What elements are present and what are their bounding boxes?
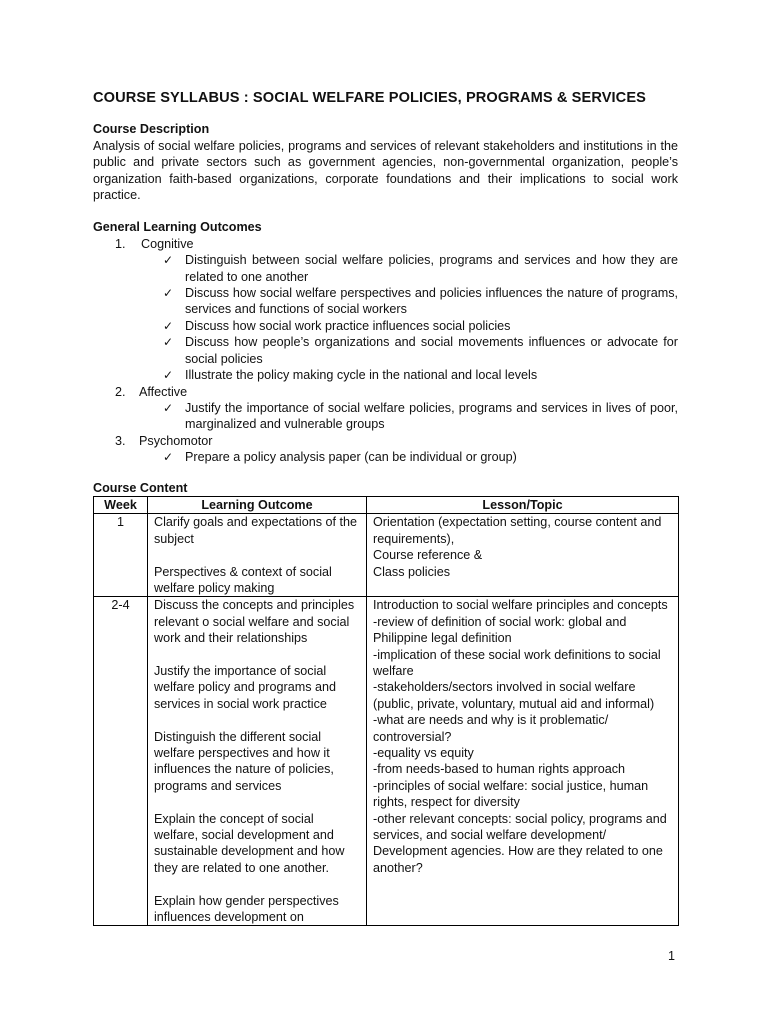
outcome-paragraph: Explain how gender perspectives influences development on [154,893,339,925]
category-number: 3. [115,433,126,448]
topic-line: -other relevant concepts: social policy, programs and services, and social welfare development/ Development agencies. How are they related to one another? [373,811,667,875]
category-number: 2. [115,384,126,399]
outcome-item: ✓ Discuss how people’s organizations and social movements influences or advocate for social policies [163,335,678,366]
topic-line: Orientation (expectation setting, course content and requirements), [373,515,662,546]
category-number: 1. [115,236,126,251]
outcome-item: ✓ Illustrate the policy making cycle in the national and local levels [163,368,538,383]
course-content-heading: Course Content [93,480,188,495]
course-content-table [93,496,679,926]
topic-line: -stakeholders/sectors involved in social welfare (public, private, voluntary, mutual aid and informal) [373,680,655,711]
category-name: Psychomotor [139,433,213,448]
category-name: Affective [139,384,188,399]
week-cell: 1 [94,514,148,597]
topic-line: -review of definition of social work: global and Philippine legal definition [373,614,627,646]
outcome-paragraph: Explain the concept of social welfare, social development and sustainable development and how they are related to one another. [154,811,345,875]
syllabus-page [93,90,678,926]
lesson-topic-cell [367,597,679,926]
topic-line: -equality vs equity [373,746,474,761]
check-icon: ✓ [163,318,174,333]
outcome-category [115,433,678,449]
table-row [94,514,679,597]
check-icon: ✓ [163,286,174,301]
category-name: Cognitive [141,236,194,251]
topic-line: -implication of these social work definitions to social welfare [373,647,661,678]
learning-outcome-cell [148,514,367,597]
outcomes-heading: General Learning Outcomes [93,220,262,235]
column-header-learning-outcome: Learning Outcome [148,496,367,513]
column-header-week: Week [94,496,148,513]
topic-line: -what are needs and why is it problematic/ controversial? [373,713,609,744]
topic-line: Course reference & [373,548,483,563]
outcome-item: ✓ Prepare a policy analysis paper (can be individual or group) [163,450,517,465]
outcome-paragraph: Clarify goals and expectations of the subject [154,515,358,546]
outcomes-list [93,236,678,466]
table-row [94,597,679,926]
column-header-lesson-topic: Lesson/Topic [367,496,679,513]
lesson-topic-cell [367,514,679,597]
check-icon: ✓ [163,253,174,268]
topic-line: -principles of social welfare: social justice, human rights, respect for diversity [373,778,649,810]
outcome-item: ✓ Discuss how social work practice influences social policies [163,318,511,333]
outcome-paragraph: Justify the importance of social welfare policy and programs and services in social work practice [154,663,337,711]
table-header-row [94,496,679,513]
outcome-item: ✓ Distinguish between social welfare policies, programs and services and how they are related to one another [163,253,678,284]
outcome-paragraph: Perspectives & context of social welfare policy making [154,564,332,595]
topic-line: Class policies [373,564,450,579]
outcome-item: ✓ Discuss how social welfare perspectives and policies influences the nature of programs, services and functions of social workers [163,286,678,317]
outcome-paragraph: Distinguish the different social welfare perspectives and how it influences the nature of policies, programs and services [154,729,334,793]
check-icon: ✓ [163,335,174,350]
check-icon: ✓ [163,450,174,465]
course-description-text: Analysis of social welfare policies, programs and services of relevant stakeholders and institutions in the public and private sectors such as government agencies, non-governmental organization, people’s organization faith-based organizations, corporate foundations and their implications to social work practice. [93,138,678,203]
course-description-heading: Course Description [93,122,210,137]
topic-line: -from needs-based to human rights approach [373,762,626,777]
outcome-item: ✓ Justify the importance of social welfare policies, programs and services in lives of poor, marginalized and vulnerable groups [163,400,678,432]
document-title: COURSE SYLLABUS : SOCIAL WELFARE POLICIES, PROGRAMS & SERVICES [93,90,646,106]
outcome-paragraph: Discuss the concepts and principles relevant o social welfare and social work and their relationships [154,598,355,646]
outcome-category [115,236,678,252]
week-cell: 2-4 [94,597,148,926]
topic-line: Introduction to social welfare principles and concepts [373,598,668,613]
page-number: 1 [668,949,676,963]
check-icon: ✓ [163,368,174,383]
outcome-category [115,384,678,400]
learning-outcome-cell [148,597,367,926]
check-icon: ✓ [163,400,174,415]
